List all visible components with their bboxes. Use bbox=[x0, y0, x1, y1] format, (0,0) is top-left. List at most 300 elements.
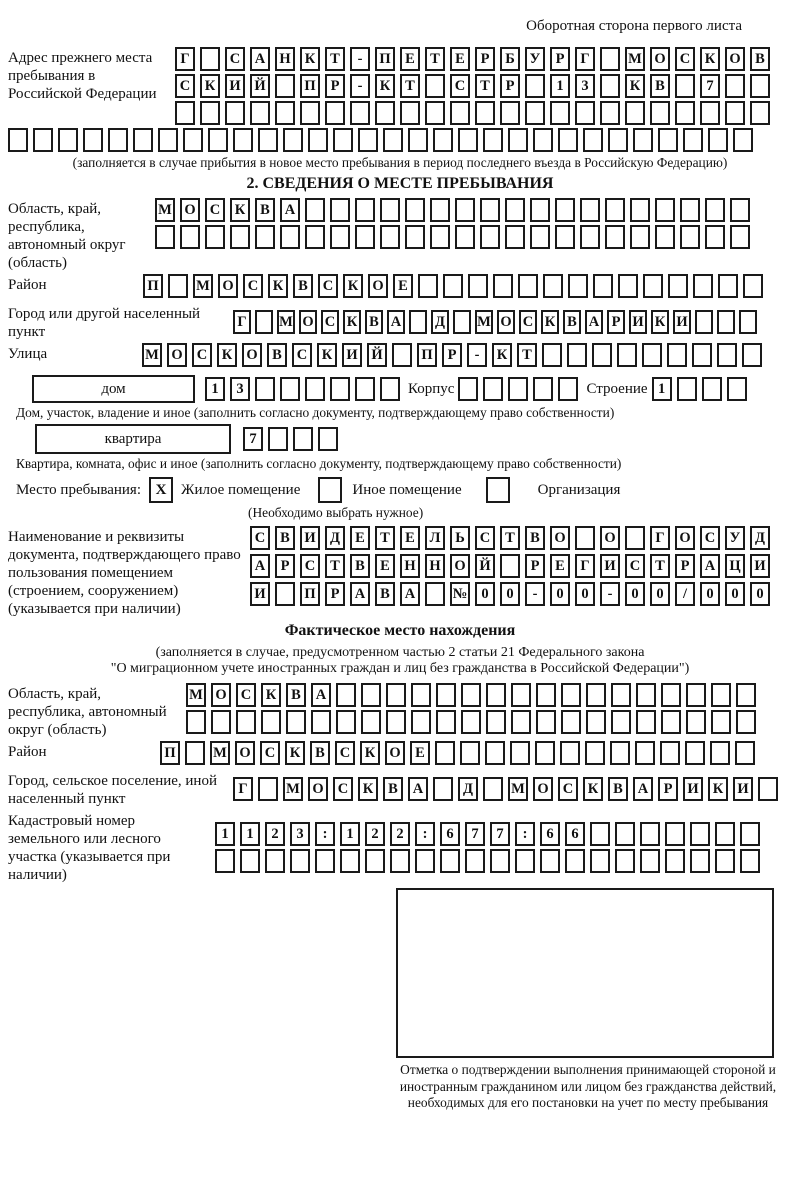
form-cell[interactable]: О bbox=[218, 274, 238, 298]
form-cell[interactable] bbox=[400, 101, 420, 125]
form-cell[interactable]: С bbox=[300, 554, 320, 578]
form-cell[interactable]: В bbox=[255, 198, 275, 222]
form-cell[interactable]: А bbox=[387, 310, 405, 334]
form-cell[interactable] bbox=[568, 274, 588, 298]
form-cell[interactable] bbox=[333, 128, 353, 152]
form-cell[interactable] bbox=[536, 683, 556, 707]
form-cell[interactable]: С bbox=[225, 47, 245, 71]
form-cell[interactable]: У bbox=[525, 47, 545, 71]
form-cell[interactable]: 1 bbox=[550, 74, 570, 98]
form-cell[interactable] bbox=[736, 683, 756, 707]
form-cell[interactable]: Е bbox=[400, 47, 420, 71]
form-cell[interactable] bbox=[443, 274, 463, 298]
form-cell[interactable]: - bbox=[600, 582, 620, 606]
form-cell[interactable]: Т bbox=[325, 554, 345, 578]
form-cell[interactable] bbox=[380, 225, 400, 249]
form-cell[interactable] bbox=[661, 710, 681, 734]
form-cell[interactable]: К bbox=[360, 741, 380, 765]
form-cell[interactable]: 2 bbox=[365, 822, 385, 846]
form-cell[interactable] bbox=[133, 128, 153, 152]
form-cell[interactable] bbox=[758, 777, 778, 801]
form-cell[interactable] bbox=[692, 343, 712, 367]
form-cell[interactable]: Е bbox=[450, 47, 470, 71]
form-cell[interactable] bbox=[633, 128, 653, 152]
form-cell[interactable]: - bbox=[525, 582, 545, 606]
form-cell[interactable] bbox=[642, 343, 662, 367]
form-cell[interactable] bbox=[180, 225, 200, 249]
form-cell[interactable] bbox=[730, 225, 750, 249]
form-cell[interactable] bbox=[525, 74, 545, 98]
form-cell[interactable] bbox=[258, 777, 278, 801]
form-cell[interactable] bbox=[586, 710, 606, 734]
form-cell[interactable]: Г bbox=[175, 47, 195, 71]
form-cell[interactable] bbox=[355, 225, 375, 249]
form-cell[interactable] bbox=[305, 377, 325, 401]
form-cell[interactable]: С bbox=[318, 274, 338, 298]
form-cell[interactable] bbox=[486, 710, 506, 734]
form-cell[interactable]: Й bbox=[475, 554, 495, 578]
form-cell[interactable] bbox=[555, 198, 575, 222]
form-cell[interactable] bbox=[740, 822, 760, 846]
form-cell[interactable] bbox=[108, 128, 128, 152]
form-cell[interactable] bbox=[430, 198, 450, 222]
form-cell[interactable]: - bbox=[350, 47, 370, 71]
form-cell[interactable] bbox=[567, 343, 587, 367]
form-cell[interactable] bbox=[725, 74, 745, 98]
form-cell[interactable] bbox=[390, 849, 410, 873]
form-cell[interactable] bbox=[405, 198, 425, 222]
form-cell[interactable]: П bbox=[160, 741, 180, 765]
form-cell[interactable]: : bbox=[515, 822, 535, 846]
form-cell[interactable] bbox=[186, 710, 206, 734]
form-cell[interactable]: Ц bbox=[725, 554, 745, 578]
form-cell[interactable]: Г bbox=[575, 554, 595, 578]
form-cell[interactable] bbox=[515, 849, 535, 873]
form-cell[interactable] bbox=[690, 849, 710, 873]
form-cell[interactable] bbox=[355, 198, 375, 222]
form-cell[interactable]: К bbox=[708, 777, 728, 801]
form-cell[interactable]: В bbox=[365, 310, 383, 334]
form-cell[interactable] bbox=[480, 198, 500, 222]
form-cell[interactable]: 1 bbox=[340, 822, 360, 846]
form-cell[interactable]: О bbox=[533, 777, 553, 801]
form-cell[interactable] bbox=[660, 741, 680, 765]
form-cell[interactable] bbox=[58, 128, 78, 152]
form-cell[interactable] bbox=[330, 225, 350, 249]
form-cell[interactable] bbox=[705, 198, 725, 222]
form-cell[interactable] bbox=[718, 274, 738, 298]
form-cell[interactable]: О bbox=[180, 198, 200, 222]
form-cell[interactable]: Т bbox=[325, 47, 345, 71]
form-cell[interactable] bbox=[365, 849, 385, 873]
form-cell[interactable]: К bbox=[268, 274, 288, 298]
form-cell[interactable] bbox=[658, 128, 678, 152]
form-cell[interactable]: К bbox=[343, 274, 363, 298]
form-cell[interactable] bbox=[185, 741, 205, 765]
form-cell[interactable] bbox=[630, 198, 650, 222]
form-cell[interactable] bbox=[425, 582, 445, 606]
form-cell[interactable] bbox=[625, 526, 645, 550]
form-cell[interactable]: А bbox=[311, 683, 331, 707]
form-cell[interactable]: № bbox=[450, 582, 470, 606]
checkbox-organization[interactable] bbox=[486, 477, 510, 503]
form-cell[interactable] bbox=[411, 710, 431, 734]
form-cell[interactable] bbox=[555, 225, 575, 249]
form-cell[interactable]: С bbox=[260, 741, 280, 765]
form-cell[interactable]: 7 bbox=[243, 427, 263, 451]
form-cell[interactable]: 6 bbox=[565, 822, 585, 846]
form-cell[interactable]: Ь bbox=[450, 526, 470, 550]
form-cell[interactable] bbox=[408, 128, 428, 152]
form-cell[interactable]: И bbox=[342, 343, 362, 367]
form-cell[interactable]: Т bbox=[650, 554, 670, 578]
form-cell[interactable] bbox=[225, 101, 245, 125]
form-cell[interactable] bbox=[361, 710, 381, 734]
form-cell[interactable]: Т bbox=[375, 526, 395, 550]
form-cell[interactable] bbox=[686, 710, 706, 734]
form-cell[interactable] bbox=[411, 683, 431, 707]
form-cell[interactable] bbox=[211, 710, 231, 734]
form-cell[interactable] bbox=[675, 101, 695, 125]
form-cell[interactable]: О bbox=[211, 683, 231, 707]
form-cell[interactable]: К bbox=[317, 343, 337, 367]
form-cell[interactable]: Р bbox=[675, 554, 695, 578]
form-cell[interactable]: 7 bbox=[490, 822, 510, 846]
form-cell[interactable] bbox=[330, 377, 350, 401]
form-cell[interactable] bbox=[705, 225, 725, 249]
form-cell[interactable] bbox=[640, 822, 660, 846]
form-cell[interactable]: М bbox=[210, 741, 230, 765]
form-cell[interactable] bbox=[592, 343, 612, 367]
form-cell[interactable] bbox=[695, 310, 713, 334]
form-cell[interactable]: А bbox=[700, 554, 720, 578]
form-cell[interactable]: М bbox=[186, 683, 206, 707]
form-cell[interactable]: П bbox=[375, 47, 395, 71]
form-cell[interactable] bbox=[258, 128, 278, 152]
form-cell[interactable] bbox=[255, 225, 275, 249]
form-cell[interactable]: Д bbox=[750, 526, 770, 550]
form-cell[interactable]: Б bbox=[500, 47, 520, 71]
form-cell[interactable] bbox=[708, 128, 728, 152]
form-cell[interactable] bbox=[610, 741, 630, 765]
form-cell[interactable] bbox=[561, 710, 581, 734]
form-cell[interactable] bbox=[742, 343, 762, 367]
form-cell[interactable]: О bbox=[385, 741, 405, 765]
form-cell[interactable] bbox=[468, 274, 488, 298]
form-cell[interactable] bbox=[665, 822, 685, 846]
form-cell[interactable] bbox=[711, 683, 731, 707]
form-cell[interactable] bbox=[386, 710, 406, 734]
form-cell[interactable] bbox=[236, 710, 256, 734]
form-cell[interactable] bbox=[305, 225, 325, 249]
form-cell[interactable] bbox=[680, 225, 700, 249]
form-cell[interactable]: К bbox=[651, 310, 669, 334]
form-cell[interactable] bbox=[336, 710, 356, 734]
form-cell[interactable]: К bbox=[230, 198, 250, 222]
form-cell[interactable]: А bbox=[280, 198, 300, 222]
form-cell[interactable] bbox=[461, 710, 481, 734]
form-cell[interactable]: Р bbox=[525, 554, 545, 578]
form-cell[interactable] bbox=[580, 198, 600, 222]
form-cell[interactable] bbox=[435, 741, 455, 765]
form-cell[interactable] bbox=[635, 741, 655, 765]
form-cell[interactable] bbox=[618, 274, 638, 298]
form-cell[interactable] bbox=[293, 427, 313, 451]
form-cell[interactable]: У bbox=[725, 526, 745, 550]
form-cell[interactable] bbox=[500, 554, 520, 578]
form-cell[interactable]: С bbox=[625, 554, 645, 578]
form-cell[interactable]: С bbox=[700, 526, 720, 550]
form-cell[interactable]: 0 bbox=[500, 582, 520, 606]
form-cell[interactable] bbox=[685, 741, 705, 765]
form-cell[interactable]: Е bbox=[550, 554, 570, 578]
form-cell[interactable]: С bbox=[675, 47, 695, 71]
form-cell[interactable] bbox=[433, 128, 453, 152]
form-cell[interactable] bbox=[743, 274, 763, 298]
form-cell[interactable] bbox=[436, 683, 456, 707]
form-cell[interactable]: К bbox=[583, 777, 603, 801]
form-cell[interactable]: 6 bbox=[540, 822, 560, 846]
form-cell[interactable] bbox=[505, 225, 525, 249]
form-cell[interactable] bbox=[535, 741, 555, 765]
form-cell[interactable]: О bbox=[725, 47, 745, 71]
form-cell[interactable]: О bbox=[242, 343, 262, 367]
form-cell[interactable]: Р bbox=[442, 343, 462, 367]
form-cell[interactable]: - bbox=[467, 343, 487, 367]
form-cell[interactable]: Р bbox=[500, 74, 520, 98]
form-cell[interactable] bbox=[511, 710, 531, 734]
form-cell[interactable] bbox=[465, 849, 485, 873]
form-cell[interactable]: Д bbox=[431, 310, 449, 334]
form-cell[interactable] bbox=[680, 198, 700, 222]
form-cell[interactable]: Е bbox=[410, 741, 430, 765]
form-cell[interactable]: Г bbox=[233, 310, 251, 334]
form-cell[interactable]: 0 bbox=[750, 582, 770, 606]
form-cell[interactable] bbox=[8, 128, 28, 152]
form-cell[interactable]: Р bbox=[325, 582, 345, 606]
form-cell[interactable]: : bbox=[315, 822, 335, 846]
form-cell[interactable]: С bbox=[243, 274, 263, 298]
form-cell[interactable] bbox=[605, 225, 625, 249]
form-cell[interactable]: 6 bbox=[440, 822, 460, 846]
form-cell[interactable] bbox=[508, 377, 528, 401]
form-cell[interactable]: В bbox=[350, 554, 370, 578]
form-cell[interactable] bbox=[558, 377, 578, 401]
form-cell[interactable] bbox=[275, 582, 295, 606]
form-cell[interactable]: 0 bbox=[575, 582, 595, 606]
form-cell[interactable] bbox=[340, 849, 360, 873]
form-cell[interactable] bbox=[485, 741, 505, 765]
form-cell[interactable] bbox=[311, 710, 331, 734]
form-cell[interactable]: Й bbox=[367, 343, 387, 367]
form-cell[interactable]: П bbox=[300, 74, 320, 98]
form-cell[interactable] bbox=[730, 198, 750, 222]
form-cell[interactable]: М bbox=[475, 310, 493, 334]
form-cell[interactable]: С bbox=[519, 310, 537, 334]
form-cell[interactable]: Р bbox=[550, 47, 570, 71]
form-cell[interactable] bbox=[455, 225, 475, 249]
apartment-field[interactable]: квартира bbox=[35, 424, 231, 454]
form-cell[interactable]: И bbox=[683, 777, 703, 801]
form-cell[interactable] bbox=[436, 710, 456, 734]
form-cell[interactable]: В bbox=[608, 777, 628, 801]
form-cell[interactable] bbox=[533, 377, 553, 401]
form-cell[interactable]: О bbox=[450, 554, 470, 578]
form-cell[interactable]: И bbox=[250, 582, 270, 606]
form-cell[interactable] bbox=[600, 101, 620, 125]
form-cell[interactable]: А bbox=[585, 310, 603, 334]
form-cell[interactable]: А bbox=[250, 47, 270, 71]
form-cell[interactable]: / bbox=[675, 582, 695, 606]
form-cell[interactable] bbox=[250, 101, 270, 125]
form-cell[interactable]: Е bbox=[393, 274, 413, 298]
form-cell[interactable] bbox=[409, 310, 427, 334]
form-cell[interactable] bbox=[505, 198, 525, 222]
form-cell[interactable] bbox=[565, 849, 585, 873]
form-cell[interactable] bbox=[425, 74, 445, 98]
form-cell[interactable] bbox=[643, 274, 663, 298]
form-cell[interactable] bbox=[608, 128, 628, 152]
form-cell[interactable] bbox=[615, 822, 635, 846]
form-cell[interactable]: Г bbox=[233, 777, 253, 801]
form-cell[interactable]: М bbox=[142, 343, 162, 367]
form-cell[interactable] bbox=[230, 225, 250, 249]
form-cell[interactable]: 0 bbox=[725, 582, 745, 606]
form-cell[interactable] bbox=[636, 710, 656, 734]
form-cell[interactable] bbox=[380, 198, 400, 222]
form-cell[interactable]: Р bbox=[475, 47, 495, 71]
form-cell[interactable]: О bbox=[600, 526, 620, 550]
form-cell[interactable]: 1 bbox=[215, 822, 235, 846]
form-cell[interactable]: И bbox=[300, 526, 320, 550]
form-cell[interactable]: К bbox=[700, 47, 720, 71]
form-cell[interactable]: С bbox=[558, 777, 578, 801]
form-cell[interactable]: К bbox=[285, 741, 305, 765]
form-cell[interactable] bbox=[717, 343, 737, 367]
form-cell[interactable]: Т bbox=[517, 343, 537, 367]
form-cell[interactable] bbox=[611, 710, 631, 734]
form-cell[interactable] bbox=[336, 683, 356, 707]
form-cell[interactable] bbox=[611, 683, 631, 707]
form-cell[interactable] bbox=[425, 101, 445, 125]
form-cell[interactable] bbox=[702, 377, 722, 401]
form-cell[interactable] bbox=[500, 101, 520, 125]
form-cell[interactable] bbox=[275, 101, 295, 125]
form-cell[interactable]: О bbox=[550, 526, 570, 550]
form-cell[interactable] bbox=[550, 101, 570, 125]
form-cell[interactable]: В bbox=[375, 582, 395, 606]
form-cell[interactable] bbox=[585, 741, 605, 765]
form-cell[interactable]: В bbox=[383, 777, 403, 801]
form-cell[interactable]: Й bbox=[250, 74, 270, 98]
form-cell[interactable]: О bbox=[308, 777, 328, 801]
form-cell[interactable] bbox=[575, 526, 595, 550]
form-cell[interactable] bbox=[255, 377, 275, 401]
form-cell[interactable]: Г bbox=[575, 47, 595, 71]
form-cell[interactable] bbox=[600, 47, 620, 71]
form-cell[interactable]: П bbox=[143, 274, 163, 298]
form-cell[interactable]: К bbox=[343, 310, 361, 334]
form-cell[interactable] bbox=[168, 274, 188, 298]
form-cell[interactable]: Е bbox=[350, 526, 370, 550]
form-cell[interactable] bbox=[727, 377, 747, 401]
form-cell[interactable]: М bbox=[277, 310, 295, 334]
form-cell[interactable] bbox=[690, 822, 710, 846]
form-cell[interactable]: И bbox=[673, 310, 691, 334]
form-cell[interactable] bbox=[617, 343, 637, 367]
form-cell[interactable]: В bbox=[275, 526, 295, 550]
form-cell[interactable]: В bbox=[267, 343, 287, 367]
form-cell[interactable]: А bbox=[400, 582, 420, 606]
form-cell[interactable]: А bbox=[250, 554, 270, 578]
form-cell[interactable] bbox=[735, 741, 755, 765]
form-cell[interactable]: М bbox=[155, 198, 175, 222]
form-cell[interactable]: Т bbox=[500, 526, 520, 550]
form-cell[interactable] bbox=[700, 101, 720, 125]
form-cell[interactable] bbox=[483, 377, 503, 401]
form-cell[interactable]: 3 bbox=[575, 74, 595, 98]
form-cell[interactable] bbox=[558, 128, 578, 152]
form-cell[interactable] bbox=[268, 427, 288, 451]
form-cell[interactable]: Н bbox=[275, 47, 295, 71]
form-cell[interactable]: К bbox=[541, 310, 559, 334]
form-cell[interactable] bbox=[518, 274, 538, 298]
form-cell[interactable]: С bbox=[205, 198, 225, 222]
form-cell[interactable] bbox=[655, 225, 675, 249]
form-cell[interactable] bbox=[33, 128, 53, 152]
form-cell[interactable]: С bbox=[192, 343, 212, 367]
form-cell[interactable]: П bbox=[417, 343, 437, 367]
form-cell[interactable]: 1 bbox=[240, 822, 260, 846]
form-cell[interactable] bbox=[675, 74, 695, 98]
form-cell[interactable] bbox=[300, 101, 320, 125]
form-cell[interactable]: С bbox=[236, 683, 256, 707]
form-cell[interactable] bbox=[158, 128, 178, 152]
form-cell[interactable]: О bbox=[299, 310, 317, 334]
form-cell[interactable] bbox=[740, 849, 760, 873]
form-cell[interactable] bbox=[200, 101, 220, 125]
form-cell[interactable] bbox=[392, 343, 412, 367]
form-cell[interactable]: С bbox=[333, 777, 353, 801]
checkbox-residential-premises[interactable]: X bbox=[149, 477, 173, 503]
form-cell[interactable]: : bbox=[415, 822, 435, 846]
form-cell[interactable]: Л bbox=[425, 526, 445, 550]
form-cell[interactable]: 1 bbox=[652, 377, 672, 401]
form-cell[interactable] bbox=[715, 849, 735, 873]
form-cell[interactable] bbox=[440, 849, 460, 873]
form-cell[interactable]: К bbox=[200, 74, 220, 98]
form-cell[interactable]: В bbox=[563, 310, 581, 334]
form-cell[interactable]: А bbox=[350, 582, 370, 606]
form-cell[interactable] bbox=[683, 128, 703, 152]
form-cell[interactable]: А bbox=[633, 777, 653, 801]
form-cell[interactable] bbox=[200, 47, 220, 71]
form-cell[interactable] bbox=[155, 225, 175, 249]
form-cell[interactable] bbox=[275, 74, 295, 98]
form-cell[interactable]: - bbox=[350, 74, 370, 98]
form-cell[interactable] bbox=[590, 822, 610, 846]
form-cell[interactable]: 0 bbox=[650, 582, 670, 606]
form-cell[interactable] bbox=[430, 225, 450, 249]
form-cell[interactable] bbox=[418, 274, 438, 298]
form-cell[interactable]: Д bbox=[325, 526, 345, 550]
form-cell[interactable] bbox=[665, 849, 685, 873]
form-cell[interactable] bbox=[686, 683, 706, 707]
form-cell[interactable]: И bbox=[750, 554, 770, 578]
form-cell[interactable]: О bbox=[167, 343, 187, 367]
form-cell[interactable] bbox=[583, 128, 603, 152]
form-cell[interactable] bbox=[453, 310, 471, 334]
